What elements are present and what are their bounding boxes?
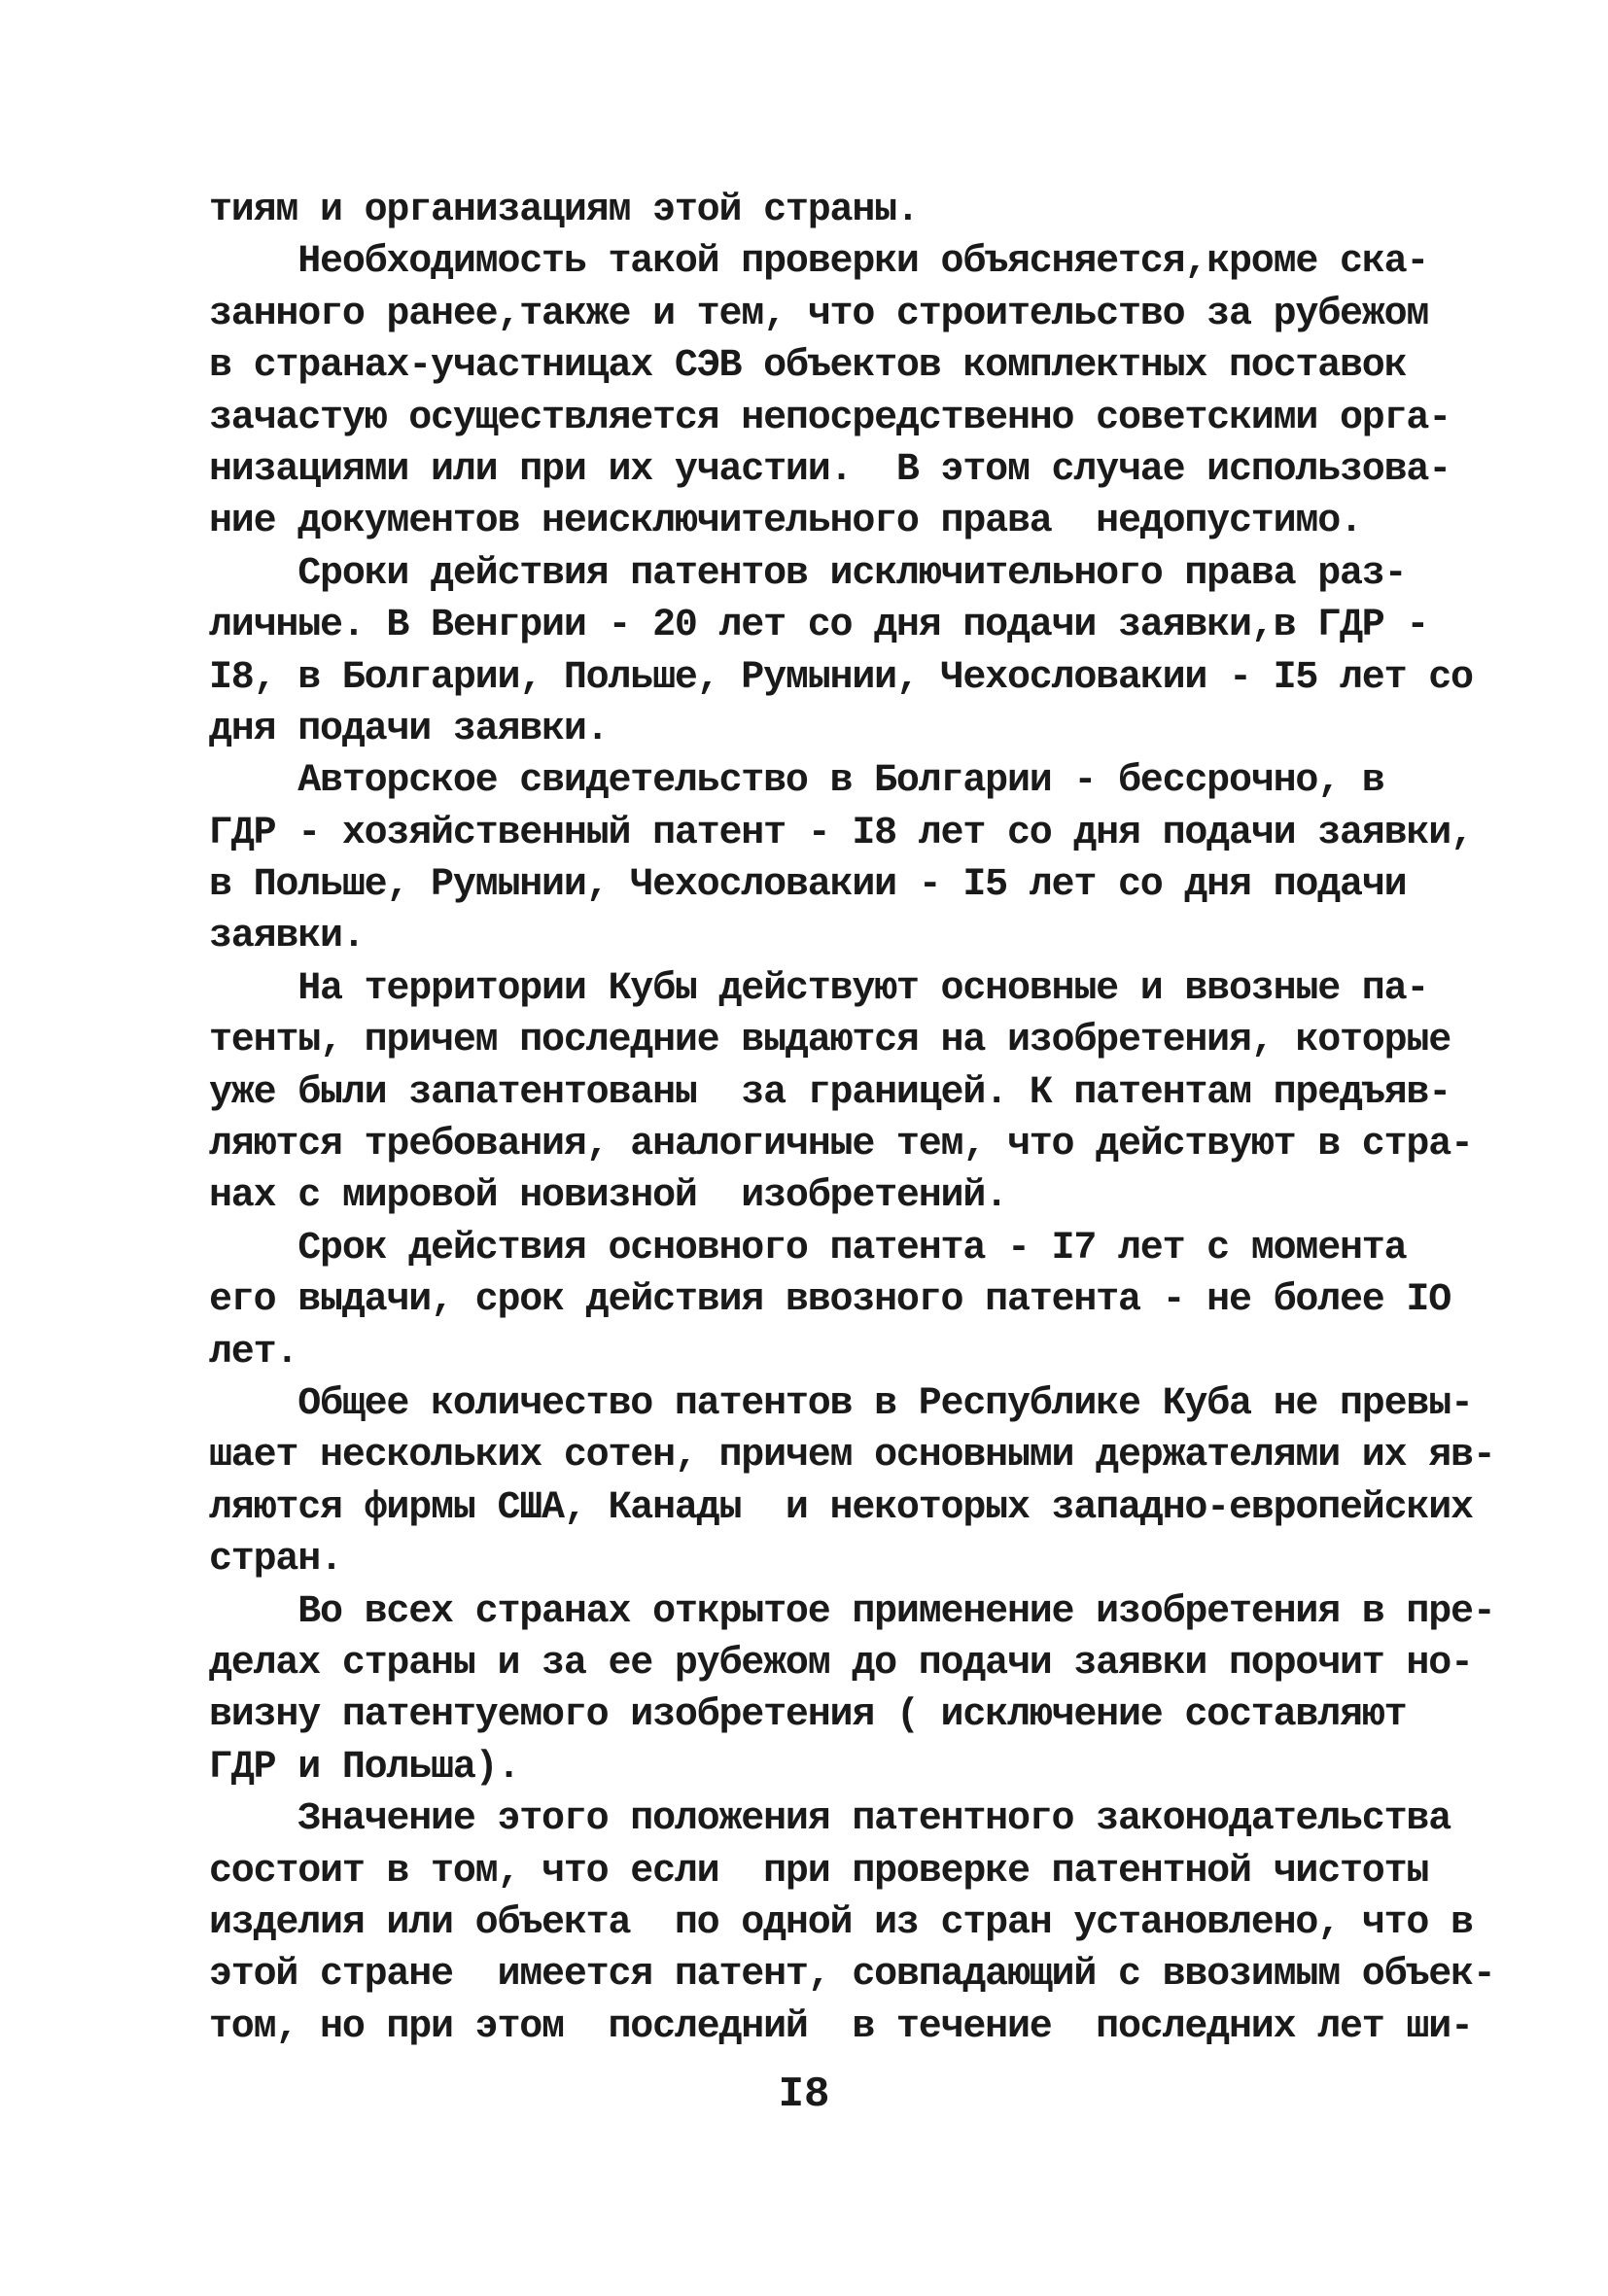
text-line: том, но при этом последний в течение последних лет ши- [209, 2004, 1473, 2049]
text-line: в странах-участницах СЭВ объектов комплектных поставок [209, 344, 1407, 389]
text-line: его выдачи, срок действия ввозного патента - не более IO [209, 1278, 1451, 1323]
text-line: дня подачи заявки. [209, 707, 609, 751]
text-line: этой стране имеется патент, совпадающий с ввозимым объек- [209, 1953, 1495, 1998]
text-line: уже были запатентованы за границей. К патентам предъяв- [209, 1070, 1451, 1115]
text-line: Срок действия основного патента - I7 лет с момента [209, 1226, 1407, 1270]
page-number: I8 [778, 2070, 830, 2119]
text-line: визну патентуемого изобретения ( исключение составляют [209, 1693, 1407, 1738]
text-line: ляются фирмы США, Канады и некоторых западно-европейских [209, 1485, 1473, 1530]
text-line: лет. [209, 1330, 298, 1374]
text-line: шает нескольких сотен, причем основными держателями их яв- [209, 1434, 1495, 1478]
text-line: состоит в том, что если при проверке патентной чистоты [209, 1849, 1429, 1894]
text-line: изделия или объекта по одной из стран установлено, что в [209, 1900, 1473, 1945]
text-line: зачастую осуществляется непосредственно советскими орга- [209, 396, 1451, 440]
text-line: низациями или при их участии. В этом случае использова- [209, 447, 1451, 492]
text-line: На территории Кубы действуют основные и ввозные па- [209, 966, 1429, 1011]
text-line: тиям и организациям этой страны. [209, 189, 919, 232]
text-line: в Польше, Румынии, Чехословакии - I5 лет со дня подачи [209, 863, 1407, 908]
text-line: Значение этого положения патентного законодательства [209, 1797, 1451, 1842]
text-line: Во всех странах открытое применение изобретения в пре- [209, 1589, 1495, 1634]
text-line: ГДР и Польша). [209, 1745, 520, 1790]
text-line: занного ранее,также и тем, что строительство за рубежом [209, 292, 1429, 336]
body-text [209, 185, 1495, 2053]
text-line: Общее количество патентов в Республике Куба не превы- [209, 1381, 1473, 1426]
text-line: заявки. [209, 915, 365, 959]
text-line: ляются требования, аналогичные тем, что действуют в стра- [209, 1123, 1473, 1167]
text-line: нах с мировой новизной изобретений. [209, 1174, 1007, 1219]
text-line: Необходимость такой проверки объясняется,кроме ска- [209, 240, 1429, 285]
text-line: делах страны и за ее рубежом до подачи заявки порочит но- [209, 1641, 1473, 1686]
text-line: ние документов неисключительного права недопустимо. [209, 500, 1362, 544]
text-line: стран. [209, 1538, 342, 1583]
text-line: Сроки действия патентов исключительного права раз- [209, 551, 1407, 596]
text-line: Авторское свидетельство в Болгарии - бессрочно, в [209, 759, 1384, 804]
text-line: личные. В Венгрии - 20 лет со дня подачи заявки,в ГДР - [209, 604, 1429, 648]
text-line: I8, в Болгарии, Польше, Румынии, Чехословакии - I5 лет со [209, 655, 1473, 700]
text-line: тенты, причем последние выдаются на изобретения, которые [209, 1019, 1451, 1063]
text-line: ГДР - хозяйственный патент - I8 лет со дня подачи заявки, [209, 811, 1473, 855]
